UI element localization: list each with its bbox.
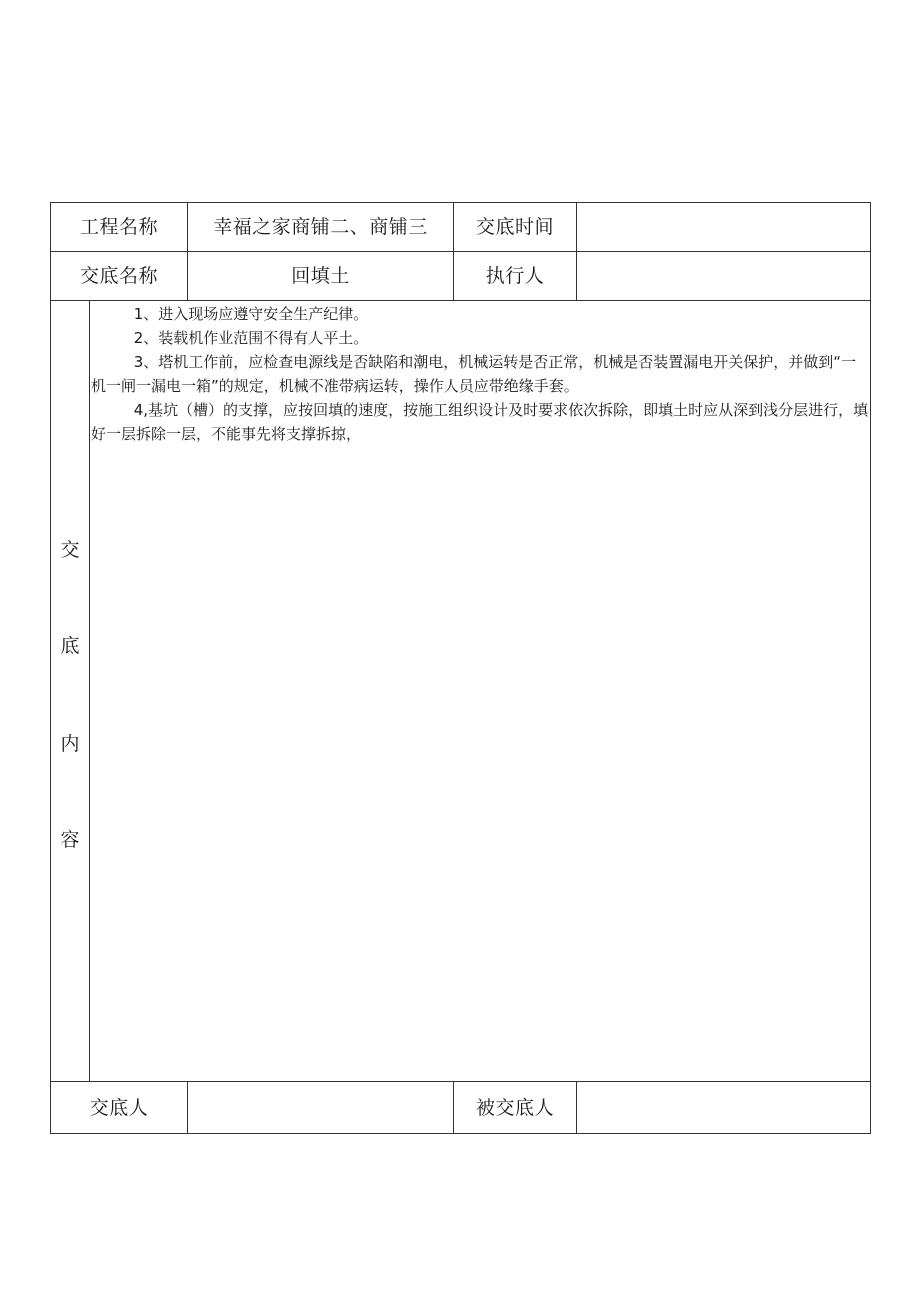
executor-value[interactable] — [577, 252, 870, 300]
disclosure-name-value: 回填土 — [291, 265, 350, 287]
side-label-char-3: 内 — [60, 733, 80, 755]
project-name-label: 工程名称 — [79, 216, 158, 238]
recipient-label: 被交底人 — [475, 1096, 554, 1119]
disclosure-form — [50, 202, 871, 1134]
col-divider-content — [89, 300, 90, 1081]
side-label-char-4: 容 — [60, 829, 80, 851]
disclosure-content — [91, 302, 872, 446]
disclosure-time-value[interactable] — [577, 203, 870, 251]
disclosure-name-label: 交底名称 — [79, 265, 158, 287]
row-divider-2 — [51, 300, 870, 301]
content-paragraph-1: 1、进入现场应遵守安全生产纪律。 — [133, 305, 369, 323]
executor-label: 执行人 — [485, 265, 545, 287]
side-label-char-1: 交 — [60, 539, 80, 561]
content-paragraph-2: 2、装载机作业范围不得有人平土。 — [133, 329, 369, 347]
discloser-label: 交底人 — [89, 1096, 149, 1119]
discloser-value[interactable] — [188, 1082, 453, 1133]
project-name-value: 幸福之家商铺二、商铺三 — [213, 216, 428, 238]
side-label-char-2: 底 — [60, 635, 80, 657]
content-paragraph-4: 4,基坑（槽）的支撑，应按回填的速度，按施工组织设计及时要求依次拆除，即填土时应从深到浅分层进行，填好一层拆除一层，不能事先将支撑拆掠， — [91, 401, 869, 443]
disclosure-time-label: 交底时间 — [475, 216, 554, 238]
recipient-value[interactable] — [577, 1082, 870, 1133]
content-paragraph-3: 3、塔机工作前，应检查电源线是否缺陷和潮电，机械运转是否正常，机械是否装置漏电开关保护，并做到“一机一闸一漏电一箱”的规定，机械不准带病运转，操作人员应带绝缘手套。 — [91, 353, 857, 395]
